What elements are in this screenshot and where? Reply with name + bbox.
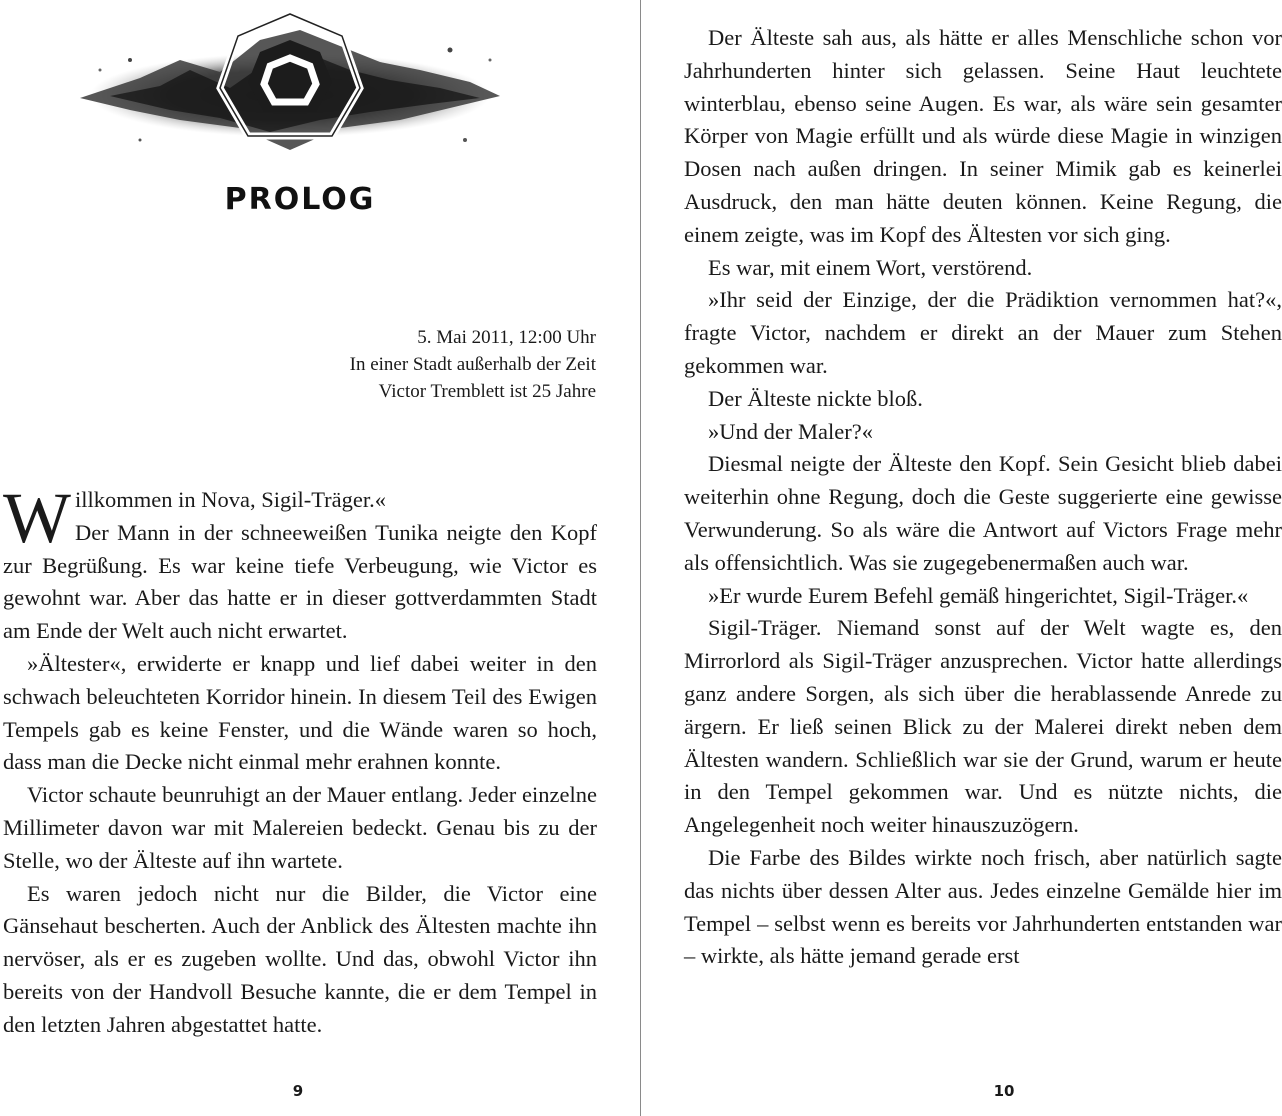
paragraph: Victor schaute beunruhigt an der Mauer entlang. Jeder einzelne Millimeter davon war mit Malereien bedeckt. Genau bis zu der Stelle, wo der Älteste auf ihn wartete.: [3, 782, 597, 873]
right-page-text: [684, 22, 1282, 973]
paragraph: Der Älteste sah aus, als hätte er alles Menschliche schon vor Jahrhunderten hinter sich gelassen. Seine Haut leuchtete winterblau, ebenso seine Augen. Es war, als wäre sein gesamter Körper von Magie erfüllt und als würde diese Magie in winzigen Dosen nach außen dringen. In seiner Mimik gab es keinerlei Ausdruck, den man hätte deuten können. Keine Regung, die einem zeigte, was im Kopf des Ältesten vor sich ging.: [684, 25, 1282, 247]
left-page-text: [3, 478, 597, 1042]
chapter-title: PROLOG: [224, 182, 376, 217]
right-page: [684, 0, 1282, 1116]
chapter-meta: [350, 324, 596, 405]
paragraph: Diesmal neigte der Älteste den Kopf. Sein Gesicht blieb dabei weiterhin ohne Regung, doch die Geste suggerierte eine gewisse Verwunderung. So als wäre die Antwort auf Victors Frage mehr als offensichtlich. Was sie zugegebenermaßen auch war.: [684, 451, 1282, 575]
heptagon-emblem-icon: [70, 0, 510, 175]
page-number-right: 10: [993, 1082, 1015, 1100]
drop-cap: W: [3, 478, 71, 558]
meta-age: Victor Tremblett ist 25 Jahre: [378, 381, 596, 402]
paragraph: Sigil-Träger. Niemand sonst auf der Welt wagte es, den Mirrorlord als Sigil-Träger anzusprechen. Victor hatte allerdings ganz andere Sorgen, als sich über die herablassende Anrede zu ärgern. Er ließ seinen Blick zu der Malerei direkt neben dem Ältesten wandern. Schließlich war sie der Grund, warum er heute in den Tempel gekommen war. Und es nützte nichts, die Angelegenheit noch weiter hinauszuzögern.: [684, 615, 1282, 838]
paragraph: »Und der Maler?«: [708, 418, 873, 444]
meta-place: In einer Stadt außerhalb der Zeit: [349, 354, 596, 375]
paragraph: [3, 478, 597, 558]
left-page: [0, 0, 600, 1116]
paragraph: »Ihr seid der Einzige, der die Prädiktion vernommen hat?«, fragte Victor, nachdem er direkt an der Mauer zum Stehen gekommen war.: [684, 287, 1282, 378]
paragraph: Die Farbe des Bildes wirkte noch frisch, aber natürlich sagte das nichts über dessen Alter aus. Jedes einzelne Gemälde hier im Tempel – selbst wenn es bereits vor Jahrhunderten entstanden war – wirkte, als hätte jemand gerade erst: [684, 844, 1282, 969]
paragraph-text: illkommen in Nova, Sigil-Träger.«: [74, 487, 387, 512]
meta-date: 5. Mai 2011, 12:00 Uhr: [417, 327, 596, 348]
paragraph: Es waren jedoch nicht nur die Bilder, die Victor eine Gänsehaut bescherten. Auch der Anblick des Ältesten machte ihn nervöser, als er es zugeben wollte. Und das, obwohl Victor ihn bereits von der Handvoll Besuche kannte, die er dem Tempel in den letzten Jahren abgestattet hatte.: [3, 880, 597, 1037]
paragraph: Es war, mit einem Wort, verstörend.: [708, 254, 1033, 280]
paragraph: »Ältester«, erwiderte er knapp und lief dabei weiter in den schwach beleuchteten Korridor hinein. In diesem Teil des Ewigen Tempels gab es keine Fenster, und die Wände waren so hoch, dass man die Decke nicht einmal mehr erahnen konnte.: [3, 650, 597, 775]
paragraph: Der Älteste nickte bloß.: [708, 385, 923, 411]
page-gutter-divider: [640, 0, 641, 1116]
page-number-left: 9: [292, 1082, 304, 1100]
paragraph: Der Mann in der schneeweißen Tunika neigte den Kopf zur Begrüßung. Es war keine tiefe Verbeugung, wie Victor es gewohnt war. Aber das hatte er in dieser gottverdammten Stadt am Ende der Welt auch nicht erwartet.: [3, 519, 597, 644]
paragraph: »Er wurde Eurem Befehl gemäß hingerichtet, Sigil-Träger.«: [708, 582, 1249, 608]
